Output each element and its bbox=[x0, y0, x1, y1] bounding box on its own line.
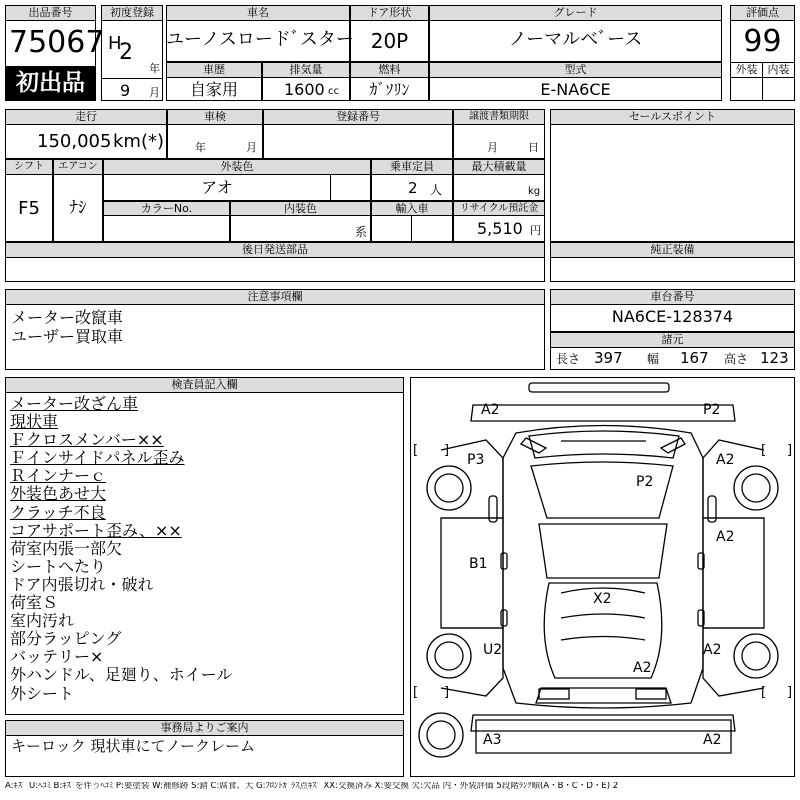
year-unit: 年 bbox=[149, 62, 160, 75]
inspector-line: コアサポート歪み、×× bbox=[10, 520, 182, 540]
score-label: 評価点 bbox=[730, 5, 795, 21]
model: E-NA6CE bbox=[540, 80, 611, 99]
length: 397 bbox=[594, 349, 623, 367]
bracket-left-4: ] bbox=[444, 685, 450, 700]
bracket-right-3: [ bbox=[761, 685, 767, 700]
exterior-rating-cell bbox=[730, 77, 763, 101]
office-note: キーロック 現状車にてノークレーム bbox=[11, 737, 256, 755]
max-load-label: 最大積載量 bbox=[453, 159, 545, 175]
inspector-line: 部分ラッピング bbox=[10, 629, 122, 649]
damage-mark-right-rear-quarter: A2 bbox=[716, 452, 735, 468]
shift-label: シフト bbox=[5, 159, 53, 175]
door-type: 20P bbox=[370, 29, 409, 53]
damage-mark-interior: X2 bbox=[593, 591, 612, 607]
bracket-left-1: [ bbox=[413, 443, 419, 458]
specs-cell bbox=[550, 347, 795, 370]
transfer-month-unit: 月 bbox=[487, 141, 498, 154]
history-label: 車歴 bbox=[166, 62, 262, 78]
month-unit: 月 bbox=[149, 86, 160, 99]
inspector-line: 室内汚れ bbox=[10, 611, 75, 631]
inspection-month-unit: 月 bbox=[246, 141, 257, 154]
first-reg-year: 2 bbox=[119, 40, 133, 65]
sales-point-label: セールスポイント bbox=[550, 109, 795, 125]
inspector-line: 外シート bbox=[10, 683, 75, 703]
damage-mark-left-front: U2 bbox=[483, 642, 503, 658]
aircon-label: エアコン bbox=[53, 159, 103, 175]
color-number-cell bbox=[103, 215, 230, 242]
lot-number: 75067 bbox=[9, 25, 105, 60]
import-cell bbox=[371, 215, 412, 242]
grade-label: グレード bbox=[429, 5, 722, 21]
height: 123 bbox=[760, 349, 789, 367]
interior-color-label: 内装色 bbox=[230, 201, 371, 216]
score: 99 bbox=[743, 24, 782, 59]
interior-rating-cell bbox=[762, 77, 795, 101]
first-listing-badge: 初出品 bbox=[5, 66, 96, 101]
interior-color-suffix: 系 bbox=[355, 225, 368, 239]
load-unit: kg bbox=[528, 186, 541, 197]
inspector-line: Ｆインサイドパネル歪み bbox=[10, 448, 185, 468]
genuine-equipment-label: 純正装備 bbox=[550, 242, 795, 258]
import-label: 輸入車 bbox=[371, 201, 453, 216]
height-label: 高さ bbox=[724, 352, 749, 366]
inspector-line: シートへたり bbox=[10, 556, 107, 576]
width-label: 幅 bbox=[647, 352, 660, 366]
notes-line-2: ユーザー買取車 bbox=[11, 327, 124, 346]
notes-line-1: メーター改竄車 bbox=[11, 308, 124, 327]
transfer-day-unit: 日 bbox=[528, 141, 539, 154]
damage-mark-right-front: A2 bbox=[703, 642, 722, 658]
chassis-number: NA6CE-128374 bbox=[611, 307, 734, 326]
yen-unit: 円 bbox=[530, 224, 541, 237]
displacement: 1600 bbox=[284, 80, 325, 99]
damage-mark-rear-right: P2 bbox=[703, 402, 721, 418]
capacity: 2 bbox=[408, 179, 418, 197]
color-label: 外装色 bbox=[103, 159, 371, 175]
inspector-line: 荷室内張一部欠 bbox=[10, 538, 123, 558]
door-label: ドア形状 bbox=[350, 5, 429, 21]
inspection-label: 車検 bbox=[167, 109, 263, 125]
damage-mark-left-rear-quarter: P3 bbox=[467, 452, 485, 468]
sales-point-cell bbox=[550, 124, 795, 242]
recycle-fee: 5,510 bbox=[477, 219, 523, 238]
first-registration-label: 初度登録 bbox=[101, 5, 163, 21]
exterior-label: 外装 bbox=[730, 62, 763, 78]
inspector-line: 現状車 bbox=[10, 412, 59, 432]
registration-label: 登録番号 bbox=[263, 109, 453, 125]
genuine-equipment-cell bbox=[550, 257, 795, 282]
damage-mark-front-left: A3 bbox=[483, 732, 502, 748]
color-sub-cell bbox=[330, 174, 371, 201]
history: 自家用 bbox=[189, 80, 238, 99]
recycle-label: リサイクル預託金 bbox=[453, 201, 545, 216]
inspector-line: 外ハンドル、足廻り、ホイール bbox=[10, 665, 233, 685]
bracket-right-4: ] bbox=[787, 685, 793, 700]
inspector-line: Ｒインナーｃ bbox=[10, 466, 107, 486]
damage-mark-trunk: P2 bbox=[636, 474, 654, 490]
bracket-left-3: [ bbox=[413, 685, 419, 700]
inspector-label: 検査員記入欄 bbox=[5, 377, 404, 393]
mileage: 150,005 bbox=[37, 131, 112, 152]
car-name-label: 車名 bbox=[166, 5, 350, 21]
interior-label: 内装 bbox=[762, 62, 795, 78]
bracket-right-1: [ bbox=[761, 443, 767, 458]
damage-mark-rear-left: A2 bbox=[481, 402, 500, 418]
cc-unit: cc bbox=[328, 86, 339, 97]
later-parts-cell bbox=[5, 257, 545, 282]
inspector-line: メーター改ざん車 bbox=[10, 394, 139, 413]
legend: A:ｷｽﾞ U:ﾍｺﾐ B:ｷｽﾞを伴うﾍｺﾐ P:要塗装 W:補修跡 S:錆 C:腐食、大 G:ﾌﾛﾝﾄｶﾞﾗｽ点ｷｽﾞ XX:交換済み X:要交換 欠:欠品 内・外装評価 5段階ﾗﾝｸ順(A・B・C・D・E) 2 bbox=[5, 782, 619, 791]
office-label: 事務局よりご案内 bbox=[5, 720, 404, 736]
mileage-label: 走行 bbox=[5, 109, 167, 125]
notes-label: 注意事項欄 bbox=[5, 289, 545, 305]
inspector-line: クラッチ不良 bbox=[10, 502, 106, 522]
chassis-label: 車台番号 bbox=[550, 289, 795, 305]
displacement-label: 排気量 bbox=[262, 62, 350, 78]
width: 167 bbox=[680, 349, 709, 367]
cell-divider bbox=[101, 78, 163, 79]
car-name: ユーノスロードﾞスター bbox=[166, 29, 354, 50]
era-letter: H bbox=[108, 33, 122, 54]
bracket-right-2: ] bbox=[787, 443, 793, 458]
exterior-color: アオ bbox=[201, 178, 233, 197]
aircon: ﾅｼ bbox=[69, 198, 87, 218]
model-label: 型式 bbox=[429, 62, 722, 78]
inspector-line: バッテリー× bbox=[10, 647, 104, 667]
shift: F5 bbox=[18, 198, 40, 219]
registration-cell bbox=[263, 124, 453, 159]
inspector-notes bbox=[10, 395, 400, 703]
capacity-unit: 人 bbox=[430, 183, 443, 197]
damage-mark-right-door: A2 bbox=[716, 529, 735, 545]
inspector-line: ドア内張切れ・破れ bbox=[10, 574, 154, 594]
grade: ノーマルベﾞース bbox=[508, 29, 643, 50]
lot-number-label: 出品番号 bbox=[5, 5, 96, 21]
damage-mark-left-door: B1 bbox=[469, 556, 488, 572]
import-cell-2 bbox=[411, 215, 453, 242]
inspector-line: 外装色あせ大 bbox=[10, 484, 107, 504]
length-label: 長さ bbox=[556, 352, 581, 366]
damage-mark-hood: A2 bbox=[633, 660, 652, 676]
bracket-left-2: ] bbox=[444, 443, 450, 458]
color-number-label: カラーNo. bbox=[103, 201, 230, 216]
damage-mark-front-right: A2 bbox=[703, 732, 722, 748]
condition-diagram bbox=[410, 377, 795, 777]
interior-color-cell bbox=[230, 215, 371, 242]
specs-label: 諸元 bbox=[550, 332, 795, 348]
inspector-line: 荷室Ｓ bbox=[10, 593, 59, 613]
inspector-line: Ｆクロスメンバー×× bbox=[10, 430, 164, 450]
first-reg-month: 9 bbox=[120, 81, 131, 100]
inspection-year-unit: 年 bbox=[195, 141, 206, 154]
car-outline bbox=[411, 378, 794, 776]
mileage-unit: km(*) bbox=[113, 131, 165, 152]
transfer-label: 譲渡書類期限 bbox=[453, 109, 545, 125]
capacity-label: 乗車定員 bbox=[371, 159, 453, 175]
later-parts-label: 後日発送部品 bbox=[5, 242, 545, 258]
fuel: ｶﾞｿﾘﾝ bbox=[369, 80, 410, 99]
fuel-label: 燃料 bbox=[350, 62, 429, 78]
